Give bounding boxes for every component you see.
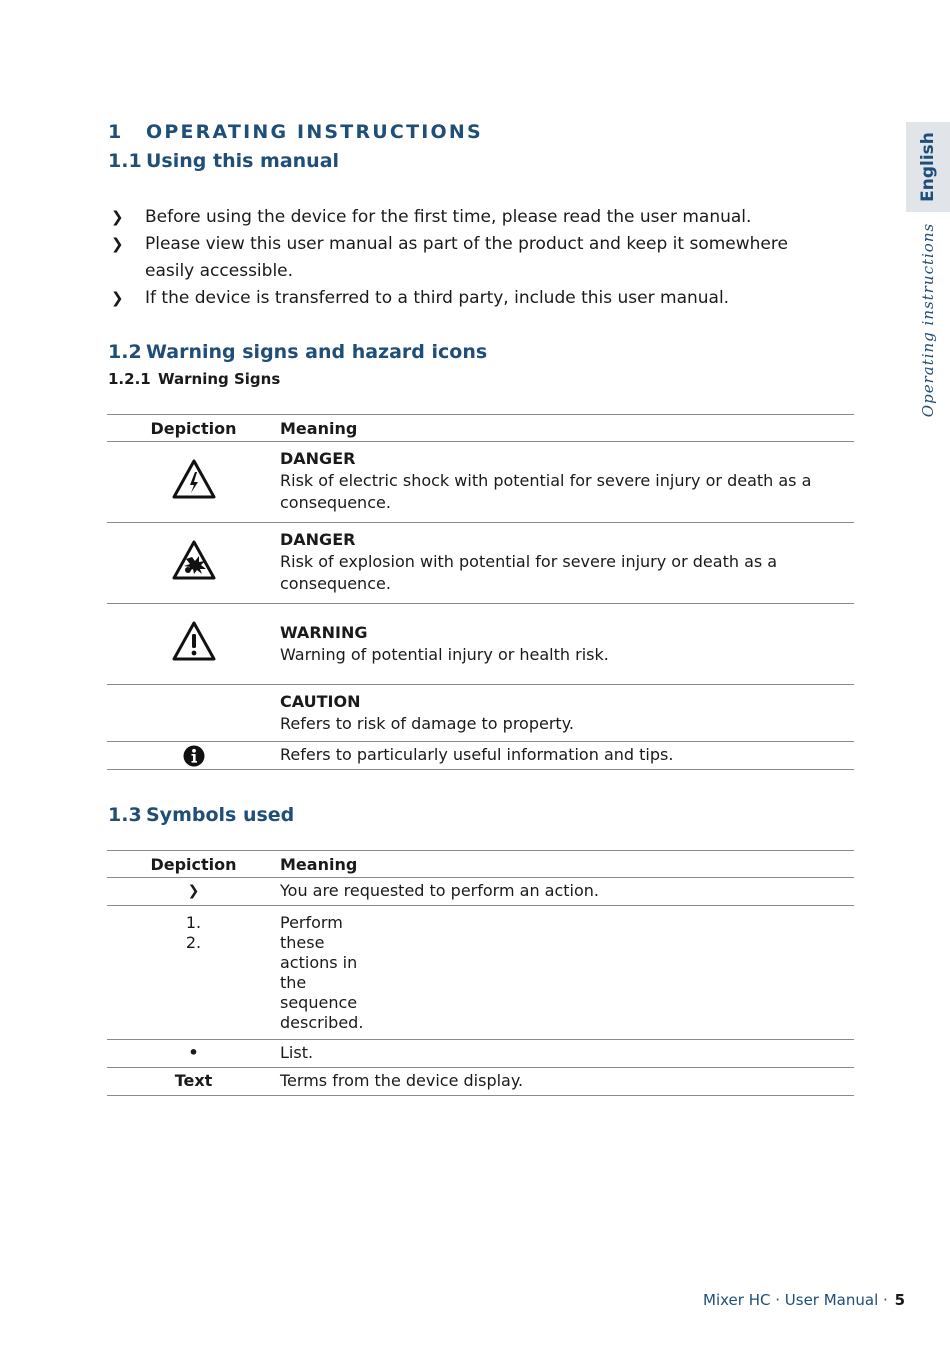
signal-word: CAUTION bbox=[280, 692, 361, 711]
meaning-cell bbox=[280, 742, 854, 770]
explosion-warning-icon bbox=[171, 539, 217, 581]
table-header-row bbox=[107, 415, 854, 442]
list-item: ❯ If the device is transferred to a third party, include this user manual. bbox=[108, 285, 838, 312]
meaning-text: Refers to particularly useful information and tips. bbox=[280, 745, 674, 764]
section-1-1-number: 1.1 bbox=[108, 150, 142, 172]
depiction-cell bbox=[107, 742, 280, 770]
symbols-table bbox=[107, 850, 854, 1096]
table-row bbox=[107, 523, 854, 604]
usage-bullet-list bbox=[108, 204, 838, 312]
section-1-1-title: Using this manual bbox=[146, 150, 340, 172]
table-row bbox=[107, 1068, 854, 1096]
table-row bbox=[107, 878, 854, 906]
meaning-text: Refers to risk of damage to property. bbox=[280, 714, 574, 733]
section-1-2-1-number: 1.2.1 bbox=[108, 370, 151, 388]
info-icon bbox=[183, 745, 205, 767]
meaning-cell bbox=[280, 604, 854, 685]
depiction-cell bbox=[107, 604, 280, 685]
depiction-cell bbox=[107, 442, 280, 523]
meaning-text: Risk of electric shock with potential for severe injury or death as a consequence. bbox=[280, 471, 812, 512]
depiction-cell: • bbox=[107, 1040, 280, 1068]
section-1-1-heading bbox=[108, 150, 339, 172]
column-header-depiction: Depiction bbox=[107, 851, 280, 878]
section-1-3-heading bbox=[108, 804, 294, 826]
section-1-heading bbox=[108, 121, 483, 143]
section-1-2-1-title: Warning Signs bbox=[158, 370, 281, 388]
depiction-cell: Text bbox=[107, 1068, 280, 1096]
meaning-cell: You are requested to perform an action. bbox=[280, 878, 854, 906]
section-1-number: 1 bbox=[108, 121, 122, 143]
table-row bbox=[107, 604, 854, 685]
section-side-label-text: Operating instructions bbox=[919, 222, 938, 417]
table-row bbox=[107, 1040, 854, 1068]
table-row bbox=[107, 685, 854, 742]
page-number: 5 bbox=[894, 1291, 905, 1309]
meaning-cell bbox=[280, 442, 854, 523]
section-1-3-title: Symbols used bbox=[146, 804, 295, 826]
meaning-cell: Terms from the device display. bbox=[280, 1068, 854, 1096]
footer-text: Mixer HC · User Manual · bbox=[703, 1291, 888, 1309]
chevron-right-icon: ❯ bbox=[111, 208, 124, 226]
language-tab[interactable] bbox=[906, 122, 950, 212]
section-1-3-number: 1.3 bbox=[108, 804, 142, 826]
warning-signs-table bbox=[107, 414, 854, 770]
signal-word: WARNING bbox=[280, 623, 368, 642]
section-1-2-title: Warning signs and hazard icons bbox=[146, 341, 488, 363]
table-row bbox=[107, 742, 854, 770]
meaning-cell bbox=[280, 685, 854, 742]
meaning-text: Warning of potential injury or health risk. bbox=[280, 645, 609, 664]
meaning-cell bbox=[280, 523, 854, 604]
depiction-cell bbox=[107, 685, 280, 742]
signal-word: DANGER bbox=[280, 530, 356, 549]
table-row bbox=[107, 442, 854, 523]
column-header-depiction: Depiction bbox=[107, 415, 280, 442]
electric-shock-warning-icon bbox=[171, 458, 217, 500]
depiction-cell: ❯ bbox=[107, 878, 280, 906]
chevron-right-icon: ❯ bbox=[111, 289, 124, 307]
section-1-2-heading bbox=[108, 341, 487, 363]
depiction-cell bbox=[107, 523, 280, 604]
column-header-meaning: Meaning bbox=[280, 415, 854, 442]
table-header-row bbox=[107, 851, 854, 878]
list-item: ❯ Before using the device for the first time, please read the user manual. bbox=[108, 204, 838, 231]
page-footer bbox=[703, 1291, 905, 1309]
meaning-cell: List. bbox=[280, 1040, 854, 1068]
signal-word: DANGER bbox=[280, 449, 356, 468]
section-1-2-number: 1.2 bbox=[108, 341, 142, 363]
column-header-meaning: Meaning bbox=[280, 851, 854, 878]
language-tab-label: English bbox=[918, 132, 939, 202]
general-warning-icon bbox=[171, 620, 217, 662]
meaning-cell: Perform these actions in the sequence described. bbox=[280, 906, 854, 1040]
section-1-title: OPERATING INSTRUCTIONS bbox=[146, 121, 483, 143]
list-item: ❯ Please view this user manual as part of the product and keep it somewhere easily accessible. bbox=[108, 231, 838, 285]
depiction-cell: 1. 2. bbox=[107, 906, 280, 1040]
meaning-text: Risk of explosion with potential for severe injury or death as a consequence. bbox=[280, 552, 778, 593]
chevron-right-icon: ❯ bbox=[111, 235, 124, 253]
section-side-label bbox=[906, 222, 950, 417]
section-1-2-1-heading bbox=[108, 370, 280, 388]
table-row bbox=[107, 906, 854, 1040]
